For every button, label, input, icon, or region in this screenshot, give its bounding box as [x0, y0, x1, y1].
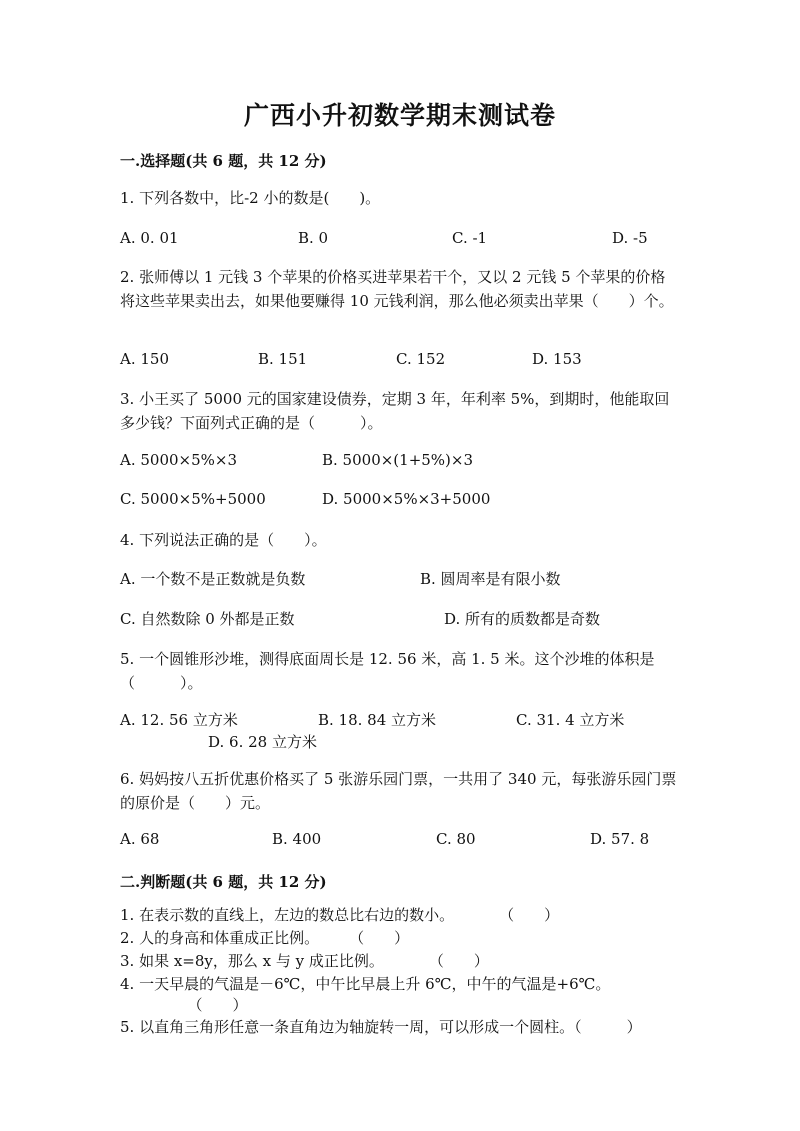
- true-false-item: 3. 如果 x=8y，那么 x 与 y 成正比例。 （ ）: [120, 952, 489, 970]
- true-false-item: 1. 在表示数的直线上，左边的数总比右边的数小。 （ ）: [120, 906, 560, 924]
- true-false-item: 5. 以直角三角形任意一条直角边为轴旋转一周，可以形成一个圆柱。（ ）: [120, 1018, 642, 1036]
- option-a: A. 68: [120, 830, 160, 848]
- option-d: D. 6. 28 立方米: [208, 733, 317, 751]
- option-d: D. 所有的质数都是奇数: [444, 610, 601, 628]
- option-c: C. 自然数除 0 外都是正数: [120, 610, 295, 628]
- true-false-item: 4. 一天早晨的气温是－6℃，中午比早晨上升 6℃，中午的气温是+6℃。: [120, 975, 611, 993]
- option-b: B. 18. 84 立方米: [318, 711, 437, 729]
- true-false-item-answer-blank: （ ）: [120, 996, 248, 1014]
- option-c: C. 31. 4 立方米: [516, 711, 625, 729]
- option-c: C. -1: [452, 229, 488, 247]
- question-stem: 2. 张师傅以 1 元钱 3 个苹果的价格买进苹果若干个，又以 2 元钱 5 个苹果的价格将这些苹果卖出去，如果他要赚得 10 元钱利润，那么他必须卖出苹果（ ）个。: [120, 268, 674, 310]
- page-title: 广西小升初数学期末测试卷: [243, 101, 556, 130]
- option-b: B. 0: [298, 229, 329, 247]
- option-c: C. 80: [436, 830, 476, 848]
- question-stem: 4. 下列说法正确的是（ ）。: [120, 531, 327, 549]
- option-a: A. 150: [120, 350, 169, 368]
- option-a: A. 0. 01: [120, 229, 179, 247]
- question-stem: 3. 小王买了 5000 元的国家建设债券，定期 3 年，年利率 5%，到期时，他能取回多少钱？下面列式正确的是（ ）。: [120, 390, 670, 432]
- option-c: C. 5000×5%+5000: [120, 490, 266, 508]
- option-a: A. 12. 56 立方米: [120, 711, 238, 729]
- option-b: B. 151: [258, 350, 308, 368]
- option-d: D. 5000×5%×3+5000: [322, 490, 491, 508]
- option-d: D. -5: [612, 229, 648, 247]
- question-stem: 6. 妈妈按八五折优惠价格买了 5 张游乐园门票，一共用了 340 元，每张游乐园门票的原价是（ ）元。: [120, 770, 677, 812]
- question-stem: 5. 一个圆锥形沙堆，测得底面周长是 12. 56 米，高 1. 5 米。这个沙堆的体积是（ ）。: [120, 650, 655, 692]
- option-d: D. 153: [532, 350, 582, 368]
- section-heading-true-false: 二.判断题(共 6 题，共 12 分): [120, 873, 327, 891]
- option-b: B. 圆周率是有限小数: [420, 570, 561, 588]
- option-c: C. 152: [396, 350, 446, 368]
- option-d: D. 57. 8: [590, 830, 650, 848]
- option-b: B. 400: [272, 830, 322, 848]
- question-stem: 1. 下列各数中，比-2 小的数是( )。: [120, 189, 381, 207]
- option-b: B. 5000×(1+5%)×3: [322, 451, 474, 469]
- option-a: A. 一个数不是正数就是负数: [120, 570, 306, 588]
- section-heading-choice: 一.选择题(共 6 题，共 12 分): [120, 152, 327, 170]
- option-a: A. 5000×5%×3: [120, 451, 238, 469]
- true-false-item: 2. 人的身高和体重成正比例。 （ ）: [120, 929, 410, 947]
